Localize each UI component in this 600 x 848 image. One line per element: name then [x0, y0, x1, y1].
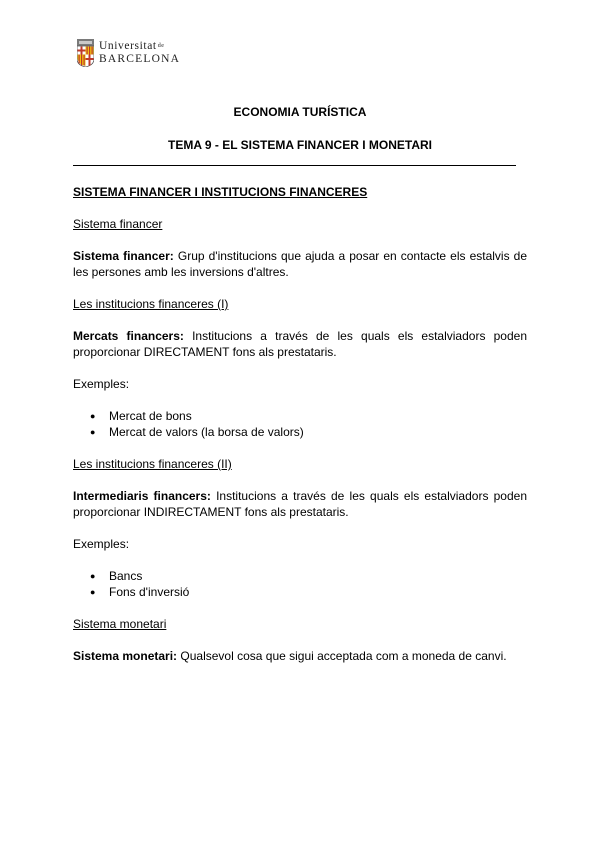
definition-sistema-monetari — [73, 648, 527, 664]
section-heading: SISTEMA FINANCER I INSTITUCIONS FINANCERES — [73, 185, 368, 199]
logo-line-1: Universitat — [99, 40, 157, 52]
examples-label-1: Exemples: — [73, 377, 130, 391]
subheading-institucions-1: Les institucions financeres (I) — [73, 297, 229, 311]
list-item: ● Mercat de valors (la borsa de valors) — [73, 424, 304, 440]
list-item: ● Fons d'inversió — [73, 584, 189, 600]
logo-de: de — [157, 43, 165, 49]
university-shield-icon — [77, 39, 94, 67]
title-divider — [73, 165, 516, 166]
text-sistema-monetari: Qualsevol cosa que sigui acceptada com a moneda de canvi. — [180, 649, 507, 663]
definition-mercats-financers — [73, 328, 527, 360]
examples-list-2 — [73, 568, 189, 600]
subheading-institucions-2: Les institucions financeres (II) — [73, 457, 232, 471]
text-mercats-financers: Institucions a través de les quals els estalviadors poden proporcionar DIRECTAMENT fons als prestataris. — [73, 329, 527, 359]
definition-intermediaris-financers — [73, 488, 527, 520]
examples-list-1 — [73, 408, 304, 440]
definition-sistema-financer — [73, 248, 527, 280]
document-subtitle: TEMA 9 - EL SISTEMA FINANCER I MONETARI — [167, 138, 432, 152]
term-sistema-financer: Sistema financer: — [73, 249, 174, 263]
subheading-sistema-monetari: Sistema monetari — [73, 617, 167, 631]
list-item: ● Bancs — [73, 568, 189, 584]
subheading-sistema-financer: Sistema financer — [73, 217, 163, 231]
term-intermediaris-financers: Intermediaris financers: — [73, 489, 211, 503]
term-sistema-monetari: Sistema monetari: — [73, 649, 178, 663]
logo-line-2: BARCELONA — [99, 53, 181, 65]
university-logo-text — [99, 40, 180, 66]
text-sistema-financer: Grup d'institucions que ajuda a posar en contacte els estalvis de les persones amb les inversions d'altres. — [73, 249, 527, 279]
term-mercats-financers: Mercats financers: — [73, 329, 184, 343]
university-logo — [77, 39, 180, 67]
document-title: ECONOMIA TURÍSTICA — [233, 105, 367, 119]
list-item: ● Mercat de bons — [73, 408, 304, 424]
text-intermediaris-financers: Institucions a través de les quals els estalviadors poden proporcionar INDIRECTAMENT fons als prestataris. — [73, 489, 527, 519]
examples-label-2: Exemples: — [73, 537, 130, 551]
